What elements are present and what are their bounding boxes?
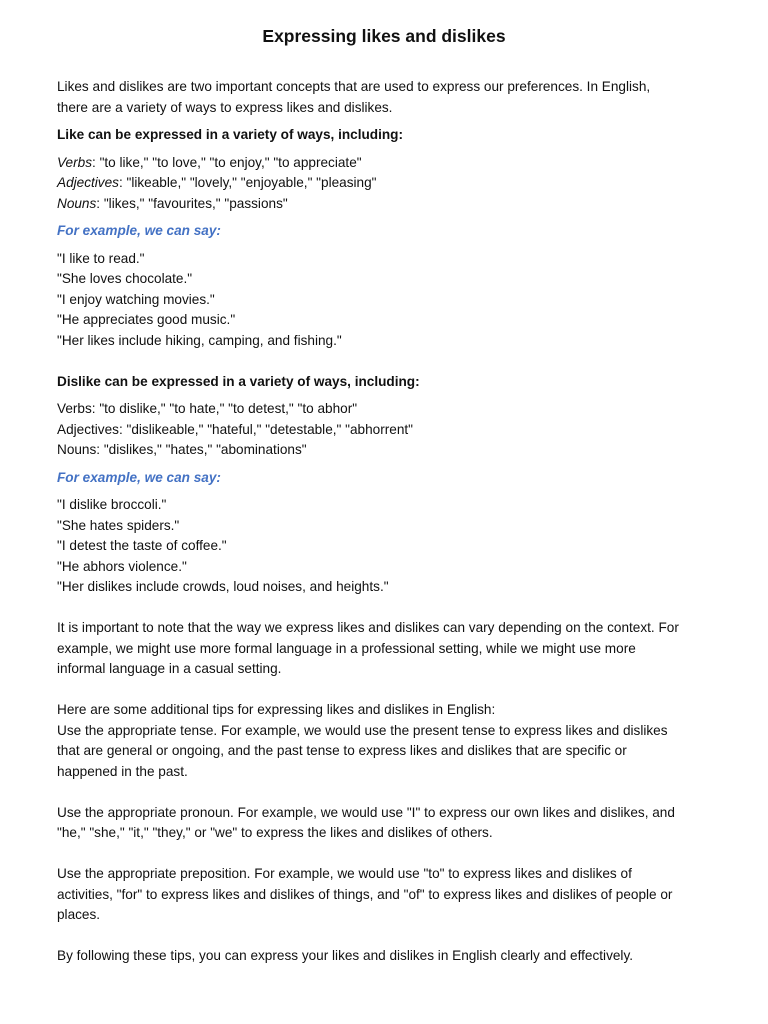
tip-tense-line: Use the appropriate tense. For example, we would use the present tense to express likes and dislikes — [57, 722, 668, 738]
tip-preposition-line: places. — [57, 907, 101, 922]
conclusion-paragraph: By following these tips, you can express your likes and dislikes in English clearly and effectively. — [57, 948, 634, 963]
context-line: informal language in a casual setting. — [57, 661, 282, 676]
dislike-example-sentence: "I detest the taste of coffee." — [57, 538, 227, 553]
tip-pronoun-paragraph — [57, 803, 717, 844]
dislike-heading: Dislike can be expressed in a variety of ways, including: — [57, 373, 420, 389]
dislike-nouns-line: Nouns: "dislikes," "hates," "abominations" — [57, 442, 307, 457]
dislike-examples — [57, 495, 717, 598]
like-example-sentence: "He appreciates good music." — [57, 312, 236, 327]
like-example-sentence: "I enjoy watching movies." — [57, 291, 215, 307]
like-example-label: For example, we can say: — [57, 223, 221, 238]
dislike-example-sentence: "Her dislikes include crowds, loud noises, and heights." — [57, 579, 389, 594]
context-line: It is important to note that the way we express likes and dislikes can vary depending on the context. For — [57, 620, 679, 635]
like-adjectives-label: Adjectives — [57, 175, 119, 190]
dislike-example-sentence: "She hates spiders." — [57, 517, 180, 533]
dislike-word-list — [57, 399, 717, 461]
tip-preposition-line: activities, "for" to express likes and dislikes of things, and "of" to express likes and dislikes of people or — [57, 886, 673, 902]
dislike-adjectives-line: Adjectives: "dislikeable," "hateful," "detestable," "abhorrent" — [57, 421, 413, 437]
dislike-example-sentence: "I dislike broccoli." — [57, 497, 167, 512]
context-paragraph — [57, 618, 717, 680]
like-heading: Like can be expressed in a variety of ways, including: — [57, 127, 404, 142]
intro-line: there are a variety of ways to express likes and dislikes. — [57, 99, 393, 115]
like-examples — [57, 249, 717, 352]
tip-tense-line: happened in the past. — [57, 763, 188, 779]
like-adjectives-line — [57, 173, 717, 194]
tips-paragraph — [57, 700, 717, 782]
like-nouns-text: : "likes," "favourites," "passions" — [96, 195, 288, 211]
dislike-example-sentence: "He abhors violence." — [57, 558, 187, 574]
intro-line: Likes and dislikes are two important concepts that are used to express our preferences. In English, — [57, 79, 651, 94]
tip-preposition-line: Use the appropriate preposition. For example, we would use "to" to express likes and dislikes of — [57, 866, 632, 881]
tip-pronoun-line: Use the appropriate pronoun. For example, we would use "I" to express our own likes and dislikes, and — [57, 804, 675, 820]
tips-intro: Here are some additional tips for expressing likes and dislikes in English: — [57, 702, 496, 717]
like-example-sentence: "She loves chocolate." — [57, 271, 193, 286]
like-word-list — [57, 153, 717, 215]
like-nouns-label: Nouns — [57, 195, 97, 211]
document-body — [57, 77, 717, 967]
like-verbs-line — [57, 153, 717, 174]
dislike-example-label: For example, we can say: — [57, 469, 221, 485]
tip-tense-line: that are general or ongoing, and the past tense to express likes and dislikes that are specific or — [57, 743, 627, 758]
tip-preposition-paragraph — [57, 864, 717, 926]
like-example-sentence: "I like to read." — [57, 250, 145, 266]
context-line: example, we might use more formal language in a professional setting, while we might use more — [57, 640, 636, 656]
like-verbs-text: : "to like," "to love," "to enjoy," "to appreciate" — [92, 154, 362, 170]
like-nouns-line — [57, 194, 717, 215]
like-adjectives-text: : "likeable," "lovely," "enjoyable," "pleasing" — [118, 175, 377, 190]
page-title: Expressing likes and dislikes — [262, 26, 506, 46]
tip-pronoun-line: "he," "she," "it," "they," or "we" to express the likes and dislikes of others. — [57, 825, 493, 840]
dislike-verbs-line: Verbs: "to dislike," "to hate," "to detest," "to abhor" — [57, 401, 358, 416]
like-verbs-label: Verbs — [57, 154, 93, 170]
like-example-sentence: "Her likes include hiking, camping, and fishing." — [57, 332, 342, 348]
intro-paragraph — [57, 77, 717, 118]
